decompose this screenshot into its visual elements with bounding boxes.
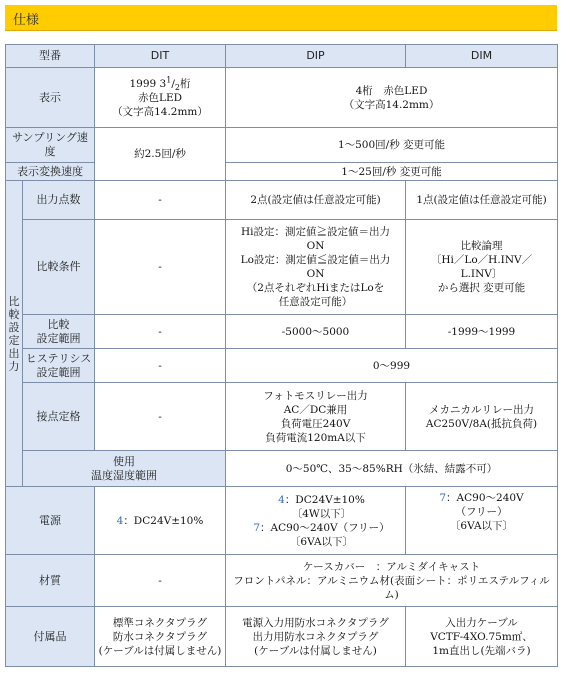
spec-table — [5, 44, 558, 667]
contact-dip-line: フォトモスリレー出力 — [263, 389, 368, 402]
compare-group-text: 比較設定出力 — [8, 294, 20, 373]
row-contact — [6, 383, 558, 451]
label-hysteresis-line: ヒステリシス — [25, 351, 92, 365]
row-output-points — [6, 181, 558, 220]
contact-dit: - — [95, 383, 226, 451]
condition-dim — [406, 220, 558, 315]
header-dim: DIM — [406, 45, 558, 68]
label-contact: 接点定格 — [23, 383, 95, 451]
condition-dim-line: L.INV〕 — [460, 268, 503, 280]
label-power: 電源 — [6, 487, 95, 555]
accessory-dim-line: 入出力ケーブル — [445, 616, 518, 629]
row-display — [6, 68, 558, 128]
row-sampling — [6, 128, 558, 163]
compare-range-dit: - — [95, 315, 226, 349]
contact-dim — [406, 383, 558, 451]
compare-range-dim: -1999～1999 — [406, 315, 558, 349]
accessory-dim — [406, 607, 558, 667]
condition-dip-line: ON — [306, 268, 325, 280]
output-points-dim: 1点(設定値は任意設定可能) — [406, 181, 558, 220]
label-condition: 比較条件 — [23, 220, 95, 315]
power-dim-line: （フリー） — [455, 506, 508, 518]
power-dit-text: ：DC24V±10% — [123, 514, 204, 527]
label-sampling: サンプリング速度 — [6, 128, 95, 163]
accessory-dip-line: (ケーブルは付属しません) — [254, 644, 377, 657]
label-environment-line: 温度湿度範囲 — [91, 468, 157, 482]
label-compare-range-line: 比較 — [47, 317, 70, 331]
power-dip-line: 7：AC90～240V（フリー） — [253, 521, 390, 534]
row-accessory — [6, 607, 558, 667]
row-environment — [6, 451, 558, 487]
contact-dip — [226, 383, 406, 451]
power-dit — [95, 487, 226, 555]
accessory-dit-line: (ケーブルは付属しません) — [98, 644, 222, 657]
accessory-dit — [95, 607, 226, 667]
conversion-dip-dim: 1～25回/秒 変更可能 — [226, 163, 558, 181]
section-title-bar — [5, 5, 557, 31]
accessory-dip — [226, 607, 406, 667]
condition-dit: - — [95, 220, 226, 315]
output-points-dip: 2点(設定値は任意設定可能) — [226, 181, 406, 220]
sampling-dit: 約2.5回/秒 — [95, 128, 226, 181]
contact-dip-line: AC／DC兼用 — [283, 403, 348, 416]
contact-dip-line: 負荷電圧240V — [280, 417, 351, 430]
section-title: 仕様 — [13, 13, 40, 28]
label-hysteresis-line: 設定範囲 — [36, 365, 81, 379]
power-dip-line: 〔4W以下〕 — [291, 507, 352, 520]
header-row — [6, 45, 558, 68]
condition-dim-line: から選択 変更可能 — [437, 282, 526, 294]
hysteresis-dit: - — [95, 349, 226, 383]
display-dit — [95, 68, 226, 128]
power-dim-line: 7：AC90～240V — [439, 492, 524, 504]
contact-dim-line: AC250V/8A(抵抗負荷) — [425, 417, 538, 430]
row-material — [6, 555, 558, 607]
condition-dip-line: Lo設定：測定値≦設定値＝出力 — [240, 254, 391, 266]
power-dim-line: 〔6VA以下〕 — [449, 520, 514, 532]
material-dip-dim — [226, 555, 558, 607]
display-dit-digits: 1999 $3^1/_2$桁 — [129, 75, 191, 92]
accessory-dip-line: 出力用防水コネクタプラグ — [252, 630, 379, 643]
accessory-dip-line: 電源入力用防水コネクタプラグ — [242, 616, 389, 629]
display-dit-height: （文字高14.2mm） — [112, 105, 208, 118]
sampling-dip-dim: 1～500回/秒 変更可能 — [226, 128, 558, 163]
condition-dip-line: ON — [306, 240, 325, 252]
material-line: ケースカバー ：アルミダイキャスト — [302, 560, 481, 573]
label-compare-range-line: 設定範囲 — [36, 331, 81, 345]
display-dipdim-led: 4桁 赤色LED — [355, 84, 428, 97]
power-dip-line: 〔6VA以下〕 — [289, 535, 354, 548]
row-conversion — [6, 163, 558, 181]
label-accessory: 付属品 — [6, 607, 95, 667]
contact-dim-line: メカニカルリレー出力 — [429, 403, 534, 416]
label-conversion: 表示変換速度 — [6, 163, 95, 181]
condition-dip-line: Hi設定：測定値≧設定値＝出力 — [240, 226, 390, 238]
power-dip-line: 4：DC24V±10% — [278, 493, 365, 506]
label-environment — [23, 451, 226, 487]
power-dit-number: 4 — [116, 514, 124, 527]
material-dit: - — [95, 555, 226, 607]
label-environment-line: 使用 — [113, 454, 135, 468]
accessory-dit-line: 標準コネクタプラグ — [112, 616, 208, 629]
label-hysteresis — [23, 349, 95, 383]
header-model: 型番 — [6, 45, 95, 68]
display-dipdim-height: （文字高14.2mm） — [343, 98, 440, 111]
display-dip-dim — [226, 68, 558, 128]
power-dip — [226, 487, 406, 555]
display-dit-led: 赤色LED — [137, 91, 183, 104]
label-compare-group — [6, 181, 23, 487]
condition-dim-line: 〔Hi／Lo／H.INV／ — [430, 254, 533, 266]
header-dip: DIP — [226, 45, 406, 68]
output-points-dit: - — [95, 181, 226, 220]
power-dim — [406, 487, 558, 555]
row-compare-range — [6, 315, 558, 349]
condition-dim-line: 比較論理 — [460, 240, 503, 252]
row-power — [6, 487, 558, 555]
label-material: 材質 — [6, 555, 95, 607]
condition-dip — [226, 220, 406, 315]
row-condition — [6, 220, 558, 315]
material-line: フロントパネル：アルミニウム材(表面シート：ポリエステルフィルム) — [233, 574, 550, 601]
accessory-dim-line: VCTF-4XO.75m㎡、 — [430, 630, 533, 643]
condition-dip-line: （2点それぞれHiまたはLoを — [246, 282, 385, 294]
label-output-points: 出力点数 — [23, 181, 95, 220]
label-display: 表示 — [6, 68, 95, 128]
hysteresis-dip-dim: 0～999 — [226, 349, 558, 383]
compare-range-dip: -5000～5000 — [226, 315, 406, 349]
accessory-dit-line: 防水コネクタプラグ — [112, 630, 208, 643]
row-hysteresis — [6, 349, 558, 383]
condition-dip-line: 任意設定可能） — [278, 296, 353, 308]
environment-value: 0～50℃、35～85%RH（氷結、結露不可） — [226, 451, 558, 487]
contact-dip-line: 負荷電流120mA以下 — [265, 431, 366, 444]
label-compare-range — [23, 315, 95, 349]
header-dit: DIT — [95, 45, 226, 68]
accessory-dim-line: 1m直出し(先端バラ) — [432, 644, 531, 657]
